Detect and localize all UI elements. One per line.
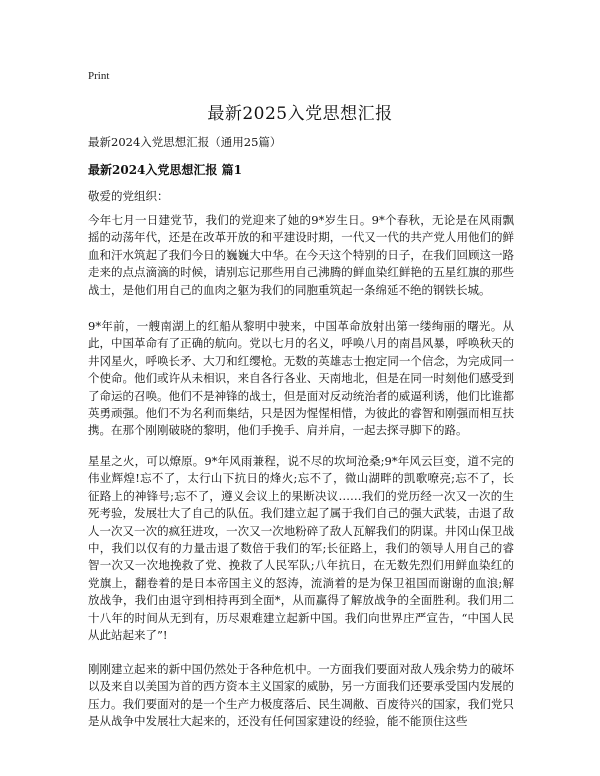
paragraph: 9*年前，一艘南湖上的红船从黎明中驶来，中国革命放射出第一缕绚丽的曙光。从此，中国革命有了正确的航向。党以七月的名义，呼唤八月的南昌风暴，呼唤秋天的井冈星火，呼唤长矛、大刀和红缨枪。无数的英雄志士抱定同一个信念，为完成同一个使命。他们或许从未相识，来自各行各业、天南地北，但是在同一时刻他们感受到了命运的召唤。他们不是神锋的战士，但是面对反动统治者的威逼利诱，他们比谁都英勇顽强。他们不为名利而集结，只是因为惺惺相惜，为彼此的睿智和刚强而相互扶携。在那个刚刚破晓的黎明，他们手挽手、肩并肩，一起去探寻脚下的路。: [88, 319, 514, 438]
section-heading: 最新2024入党思想汇报 篇1: [88, 163, 242, 177]
paragraph: 刚刚建立起来的新中国仍然处于各种危机中。一方面我们要面对敌人残余势力的破坏以及来自以美国为首的西方资本主义国家的威胁，另一方面我们还要承受国内发展的压力。我们要面对的是一个生产力极度落后、民生凋敝、百废待兴的国家，我们党只是从战争中发展壮大起来的，还没有任何国家建设的经验，能不能顶住这些: [88, 662, 514, 729]
salutation: 敬爱的党组织：: [88, 189, 169, 203]
document-subtitle: 最新2024入党思想汇报（通用25篇）: [88, 135, 282, 149]
print-label: Print: [88, 70, 110, 82]
document-title: 最新2025入党思想汇报: [207, 104, 393, 124]
paragraph: 今年七月一日建党节，我们的党迎来了她的9*岁生日。9*个春秋，无论是在风雨飘摇的动荡年代，还是在改革开放的和平建设时期，一代又一代的共产党人用他们的鲜血和汗水筑起了我们今日的巍巍大中华。在今天这个特别的日子，在我们回顾这一路走来的点点滴滴的时候，请别忘记那些用自己沸腾的鲜血染红鲜艳的五星红旗的那些战士，是他们用自己的血肉之躯为我们的同胞重筑起一条绵延不绝的钢铁长城。: [88, 213, 514, 297]
paragraph: 星星之火，可以燎原。9*年风雨兼程，说不尽的坎坷沧桑;9*年风云巨变，道不完的伟业辉煌!忘不了，太行山下抗日的烽火;忘不了，微山湖畔的凯歌嘹亮;忘不了，长征路上的神锋号;忘不了，遵义会议上的果断决议……我们的党历经一次又一次的生死考验，发展壮大了自己的队伍。我们建立起了属于我们自己的强大武装，击退了敌人一次又一次的疯狂进攻，一次又一次地粉碎了敌人瓦解我们的阴谋。井冈山保卫战中，我们以仅有的力量击退了数倍于我们的军;长征路上，我们的领导人用自己的睿智一次又一次地挽救了党、挽救了人民军队;八年抗日，在无数先烈们用鲜血染红的党旗上，翻卷着的是日本帝国主义的怒涛，流淌着的是为保卫祖国而谢谢的血浪;解放战争，我们由退守到相持再到全面*，从而赢得了解放战争的全面胜利。我们用二十八年的时间从无到有，历尽艰难建立起新中国。我们向世界庄严宣告，“中国人民从此站起来了”!: [88, 454, 514, 643]
